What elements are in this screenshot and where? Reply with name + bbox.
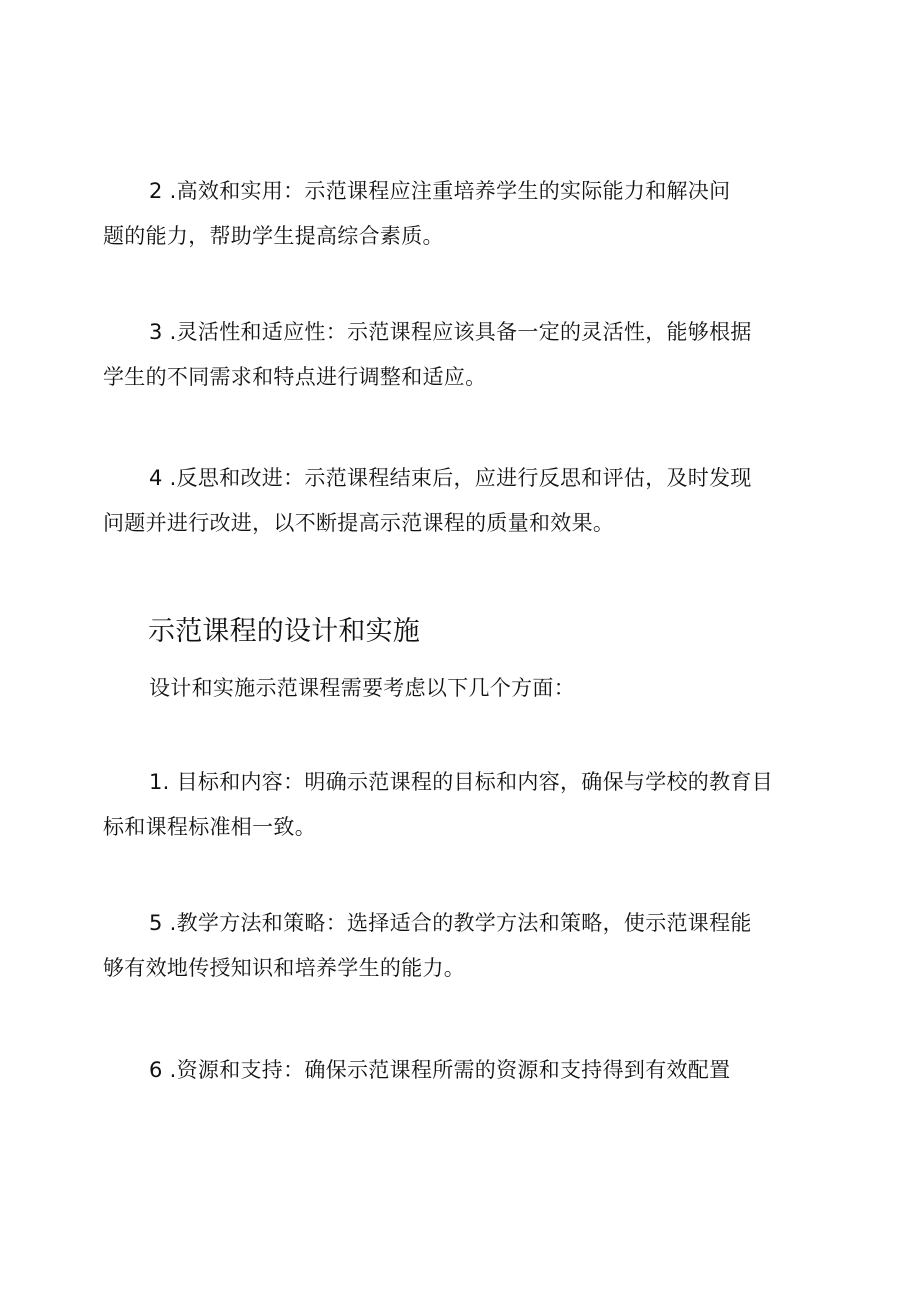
paragraph-line: 5 .教学方法和策略：选择适合的教学方法和策略，使示范课程能 xyxy=(149,911,752,935)
paragraph-item-2 xyxy=(103,169,821,259)
paragraph-line: 1. 目标和内容：明确示范课程的目标和内容，确保与学校的教育目 xyxy=(149,770,774,794)
paragraph-line: 够有效地传授知识和培养学生的能力。 xyxy=(103,956,466,980)
paragraph-line: 4 .反思和改进：示范课程结束后，应进行反思和评估，及时发现 xyxy=(149,466,752,490)
paragraph-item-3 xyxy=(103,310,821,400)
paragraph-item-4 xyxy=(103,456,821,546)
paragraph-line: 6 .资源和支持：确保示范课程所需的资源和支持得到有效配置 xyxy=(149,1058,731,1082)
paragraph-line: 学生的不同需求和特点进行调整和适应。 xyxy=(103,365,487,389)
paragraph-line: 题的能力，帮助学生提高综合素质。 xyxy=(103,224,444,248)
section-heading: 示范课程的设计和实施 xyxy=(148,616,420,647)
paragraph-item-1 xyxy=(103,760,821,850)
paragraph-item-5 xyxy=(103,901,821,991)
paragraph-line: 问题并进行改进，以不断提高示范课程的质量和效果。 xyxy=(103,511,615,535)
paragraph-line: 2 .高效和实用：示范课程应注重培养学生的实际能力和解决问 xyxy=(149,179,731,203)
paragraph-item-6 xyxy=(103,1048,821,1093)
section-intro: 设计和实施示范课程需要考虑以下几个方面： xyxy=(149,676,575,700)
paragraph-line: 3 .灵活性和适应性：示范课程应该具备一定的灵活性，能够根据 xyxy=(149,320,752,344)
paragraph-line: 标和课程标准相一致。 xyxy=(103,815,316,839)
